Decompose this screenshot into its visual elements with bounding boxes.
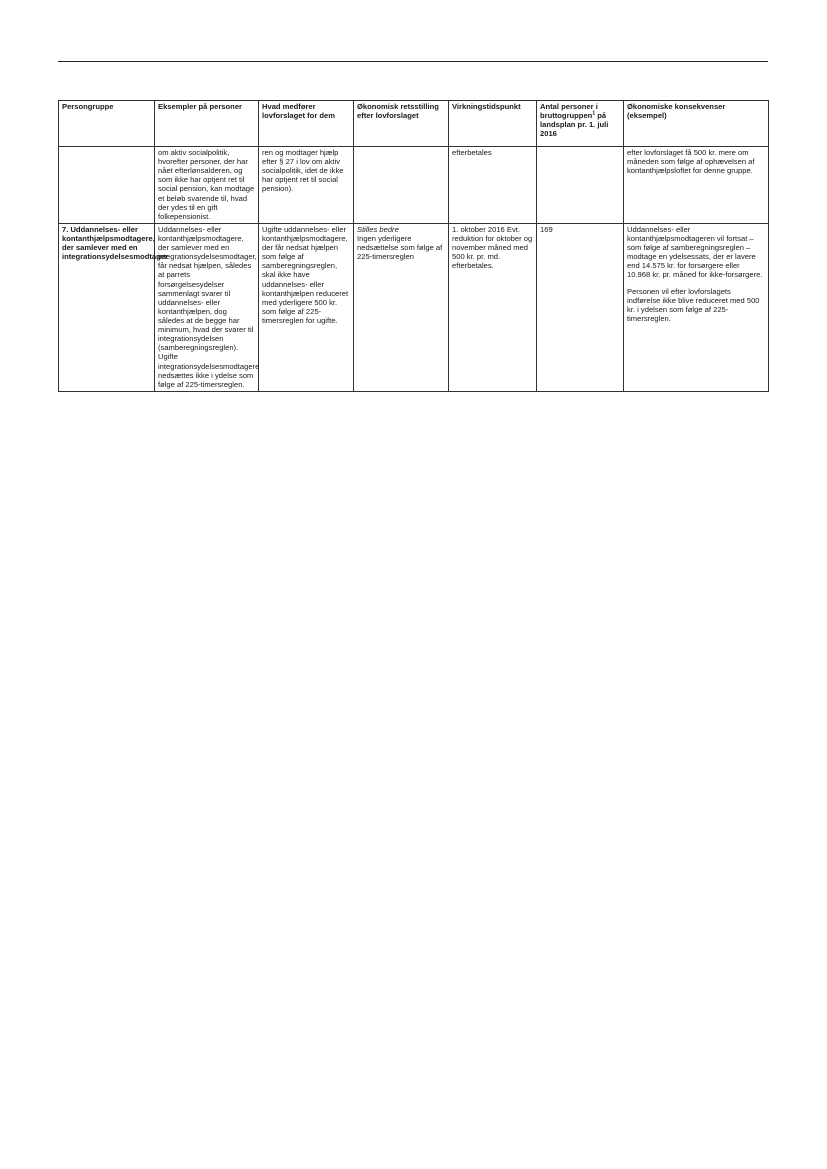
cell-count: 169: [537, 223, 624, 391]
cell-examples: Uddannelses- eller kontanthjælpsmodtagere, der samlever med en integrationsydelsesmodtager, får nedsat hjælpen, således at parrets forsørgelsesydelser sammenlagt svarer til uddannelses- eller kontanthjælpen, dog således at de begge har minimum, hvad der svarer til integrationsydelsen (samberegningsreglen). Ugifte integrationsydelsesmodtagere nedsættes ikke i ydelse som følge af 225-timersreglen.: [155, 223, 259, 391]
cell-status: [354, 147, 449, 224]
consequence-paragraph: Personen vil efter lovforslagets indførelse ikke blive reduceret med 500 kr. i ydelsen som følge af 225-timersreglen.: [627, 286, 760, 323]
cell-effect: Ugifte uddannelses- eller kontanthjælpsmodtagere, der får nedsat hjælpen som følge af samberegningsreglen, skal ikke have uddannelses- eller kontanthjælpen reduceret med yderligere 500 kr. som følge af 225-timersreglen for ugifte.: [259, 223, 354, 391]
consequences-table: [58, 100, 769, 392]
header-antal-personer: [537, 101, 624, 147]
cell-effective: 1. oktober 2016 Evt. reduktion for oktober og november måned med 500 kr. pr. md. efterbetales.: [449, 223, 537, 391]
cell-effective: efterbetales: [449, 147, 537, 224]
cell-examples: om aktiv socialpolitik, hvorefter personer, der har nået efterlønsalderen, og som ikke har optjent ret til social pension, kan modtage et beløb svarende til, hvad der ydes til en gift folkepensionist.: [155, 147, 259, 224]
table-row: [59, 147, 769, 224]
consequence-paragraph: Uddannelses- eller kontanthjælpsmodtageren vil fortsat – som følge af samberegningsreglen – modtage en ydelsessats, der er lavere end 14.575 kr. for forsørgere eller 10.968 kr. pr. måned for ikke-forsørgere.: [627, 224, 763, 280]
table-row: [59, 223, 769, 391]
header-virkningstidspunkt: Virkningstidspunkt: [449, 101, 537, 147]
header-oekonomiske-konsekvenser: Økonomiske konsekvenser (eksempel): [624, 101, 769, 147]
header-oekonomisk-retsstilling: Økonomisk retsstilling efter lovforslaget: [354, 101, 449, 147]
header-antal-suffix: på landsplan pr. 1. juli 2016: [540, 111, 609, 139]
cell-group: 7. Uddannelses- eller kontanthjælpsmodtagere, der samlever med en integrationsydelsesmodtager: [59, 223, 155, 391]
cell-effect: ren og modtager hjælp efter § 27 i lov om aktiv socialpolitik, idet de ikke har optjent ret til social pension).: [259, 147, 354, 224]
header-persongruppe: Persongruppe: [59, 101, 155, 147]
footnote-mark: 1: [592, 110, 596, 117]
cell-status: [354, 223, 449, 391]
header-hvad-medfoerer: Hvad medfører lovforslaget for dem: [259, 101, 354, 147]
cell-count: [537, 147, 624, 224]
table-header-row: [59, 101, 769, 147]
header-eksempler: Eksempler på personer: [155, 101, 259, 147]
cell-consequences: [624, 147, 769, 224]
cell-consequences: [624, 223, 769, 391]
status-text: Ingen yderligere nedsættelse som følge af 225-timersreglen: [357, 233, 443, 262]
status-italic: Stilles bedre: [357, 224, 399, 234]
header-rule: [58, 61, 768, 62]
cell-group: [59, 147, 155, 224]
header-antal-label: Antal personer i bruttogruppen: [540, 102, 598, 121]
consequence-paragraph: efter lovforslaget få 500 kr. mere om måneden som følge af ophævelsen af kontanthjælpsloftet for denne gruppe.: [627, 148, 755, 176]
